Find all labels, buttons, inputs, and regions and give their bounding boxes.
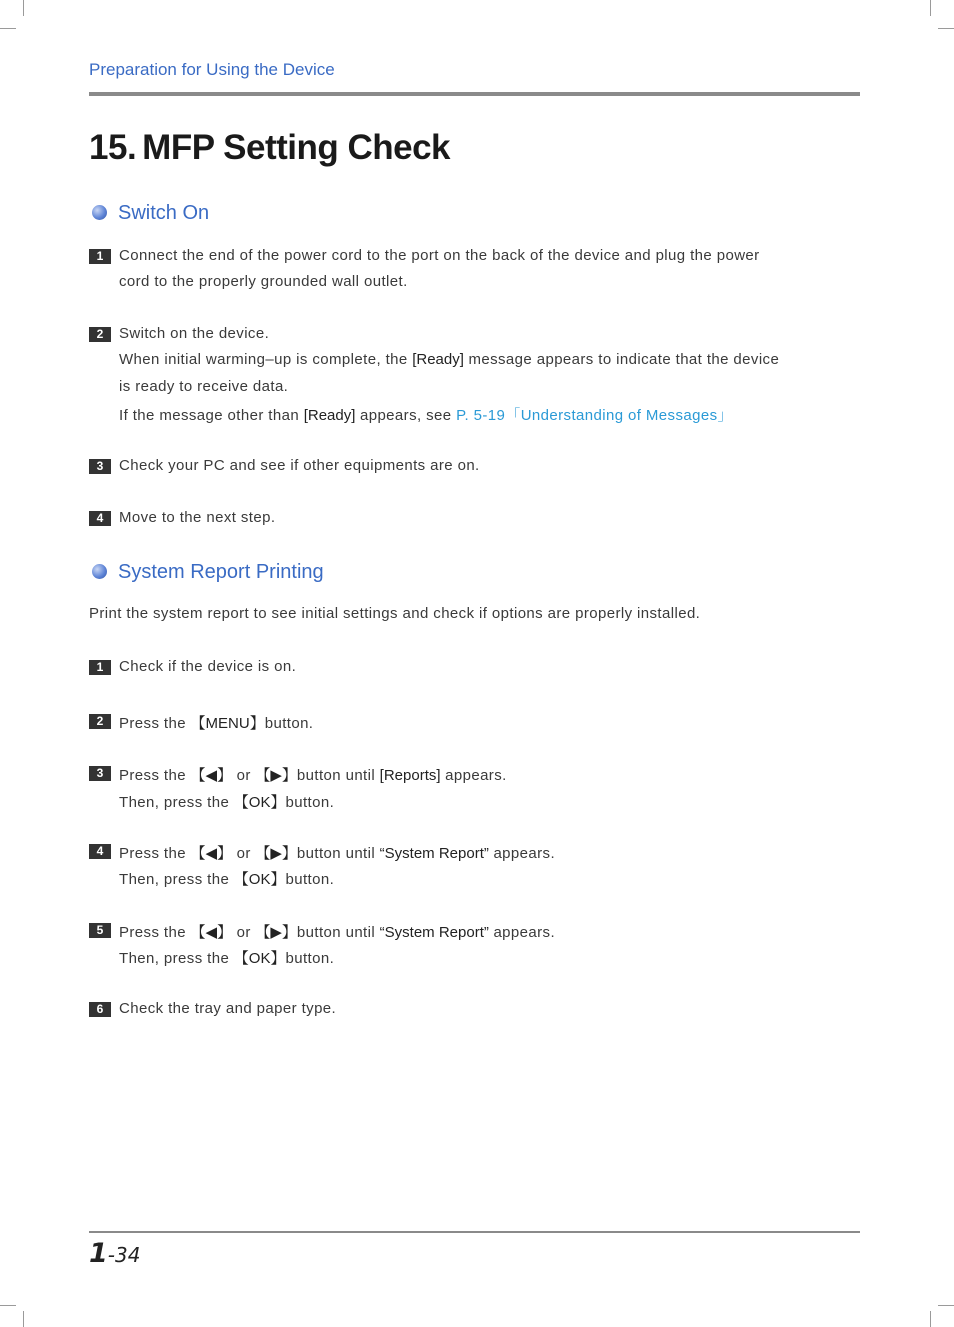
step-number-badge: 4 [89,844,111,859]
step-text: If the message other than [Ready] appears, see P. 5-19「Understanding of Messages」 [119,407,733,424]
section-heading-switch-on [92,202,209,225]
title-number: 15 [89,128,127,167]
title-dot: . [126,128,137,167]
step-text: Press the 【◀】 or 【▶】button until “System Report” appears. [119,924,556,941]
section-heading-system-report [92,561,324,584]
crop-mark [930,1311,931,1327]
step-number-badge: 2 [89,327,111,342]
step-number-badge: 3 [89,459,111,474]
step-text: Check your PC and see if other equipments are on. [119,457,480,474]
title-text: MFP Setting Check [142,128,451,167]
section-bullet-icon [92,205,107,220]
running-header: Preparation for Using the Device [89,60,335,79]
page-title [89,128,450,168]
step-text: Press the 【MENU】button. [119,715,314,732]
crop-mark [938,1305,954,1306]
step-text: is ready to receive data. [119,378,289,395]
crop-mark [0,1305,16,1306]
crop-mark [938,28,954,29]
step-number-badge: 6 [89,1002,111,1017]
step-text: Then, press the 【OK】button. [119,950,335,967]
page-number [89,1238,140,1269]
footer-rule [89,1231,860,1233]
step-text: Connect the end of the power cord to the port on the back of the device and plug the power [119,247,760,264]
section-bullet-icon [92,564,107,579]
page-number-page: -34 [107,1243,141,1267]
crop-mark [0,28,16,29]
page-number-chapter: 1 [89,1238,108,1269]
step-number-badge: 1 [89,249,111,264]
step-number-badge: 3 [89,766,111,781]
step-text: Switch on the device. [119,325,270,342]
section-heading-text: System Report Printing [118,561,324,583]
crop-mark [23,0,24,16]
step-number-badge: 2 [89,714,111,729]
step-number-badge: 1 [89,660,111,675]
crop-mark [930,0,931,16]
step-text: Then, press the 【OK】button. [119,871,335,888]
step-text: Check if the device is on. [119,658,297,675]
step-text: Press the 【◀】 or 【▶】button until “System Report” appears. [119,845,556,862]
step-text: Press the 【◀】 or 【▶】button until [Reports] appears. [119,767,507,784]
step-number-badge: 4 [89,511,111,526]
cross-reference-link[interactable]: P. 5-19「Understanding of Messages」 [456,407,733,424]
step-text: cord to the properly grounded wall outlet. [119,273,408,290]
step-number-badge: 5 [89,923,111,938]
step-text: Move to the next step. [119,509,276,526]
crop-mark [23,1311,24,1327]
section-heading-text: Switch On [118,202,210,224]
section-intro: Print the system report to see initial settings and check if options are properly installed. [89,605,701,622]
step-text: Check the tray and paper type. [119,1000,337,1017]
step-text: When initial warming–up is complete, the [Ready] message appears to indicate that the device [119,351,780,368]
header-rule [89,92,860,96]
step-text: Then, press the 【OK】button. [119,794,335,811]
